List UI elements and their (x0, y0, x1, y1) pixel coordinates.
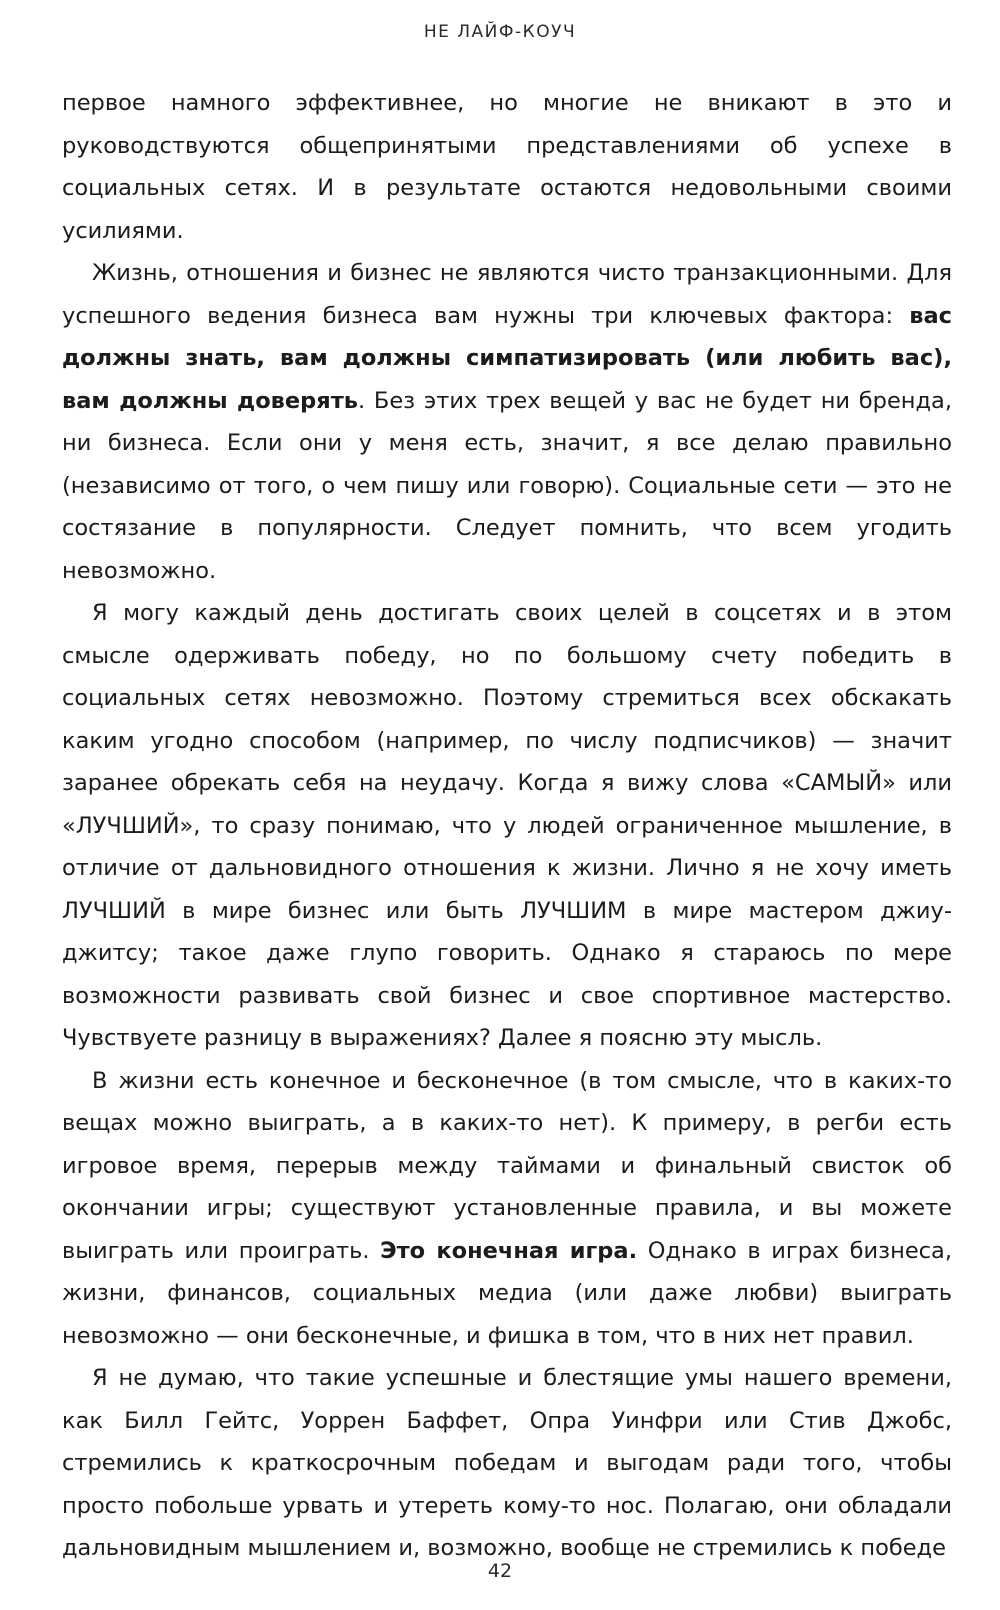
paragraph-3-text: Я могу каждый день достигать своих целей в соцсетях и в этом смысле одерживать победу, но по большому счету победить в социальных сетях невозможно. Поэтому стремиться всех обскакать каким угодно способом (например, по числу подписчиков) — значит заранее обрекать себя на неудачу. Когда я вижу слова «САМЫЙ» или «ЛУЧШИЙ», то сразу понимаю, что у людей ограниченное мышление, в отличие от дальновидного отношения к жизни. Лично я не хочу иметь ЛУЧШИЙ в мире бизнес или быть ЛУЧШИМ в мире мастером джиу-джитсу; такое даже глупо говорить. Однако я стараюсь по мере возможности развивать свой бизнес и свое спортивное мастерство. Чувствуете разницу в выражениях? Далее я поясню эту мысль. (62, 600, 952, 1051)
paragraph-5 (62, 1357, 952, 1570)
paragraph-2-bold-phrase: вас должны знать, вам должны симпатизировать (или любить вас), вам должны доверять (62, 302, 952, 414)
page-number: 42 (487, 1560, 513, 1582)
paragraph-2-text-end: . Без этих трех вещей у вас не будет ни бренда, ни бизнеса. Если они у меня есть, значит, я все делаю правильно (независимо от того, о чем пишу или говорю). Социальные сети — это не состязание в популярности. Следует помнить, что всем угодить невозможно. (62, 387, 952, 584)
paragraph-4-bold-phrase: Это конечная игра. (380, 1237, 638, 1264)
paragraph-4-text-end: Однако в играх бизнеса, жизни, финансов, социальных медиа (или даже любви) выиграть невозможно — они бесконечные, и фишка в том, что в них нет правил. (62, 1237, 952, 1349)
paragraph-1-text: первое намного эффективнее, но многие не вникают в это и руководствуются общепринятыми представлениями об успехе в социальных сетях. И в результате остаются недовольными своими усилиями. (62, 90, 952, 244)
paragraph-1 (62, 82, 952, 252)
paragraph-4 (62, 1060, 952, 1358)
paragraph-3 (62, 592, 952, 1060)
body-text (62, 82, 952, 1570)
paragraph-4-text-start: В жизни есть конечное и бесконечное (в том смысле, что в каких-то вещах можно выиграть, а в каких-то нет). К примеру, в регби есть игровое время, перерыв между таймами и финальный свисток об окончании игры; существуют установленные правила, и вы можете выиграть или проиграть. (62, 1067, 952, 1264)
paragraph-2-text-start: Жизнь, отношения и бизнес не являются чисто транзакционными. Для успешного ведения бизнеса вам нужны три ключевых фактора: (62, 260, 952, 329)
running-header: НЕ ЛАЙФ-КОУЧ (423, 22, 577, 42)
paragraph-5-text: Я не думаю, что такие успешные и блестящие умы нашего времени, как Билл Гейтс, Уоррен Баффет, Опра Уинфри или Стив Джобс, стремились к краткосрочным победам и выгодам ради того, чтобы просто побольше урвать и утереть кому-то нос. Полагаю, они обладали дальновидным мышлением и, возможно, вообще не стремились к победе (62, 1365, 952, 1561)
paragraph-2 (62, 252, 952, 592)
